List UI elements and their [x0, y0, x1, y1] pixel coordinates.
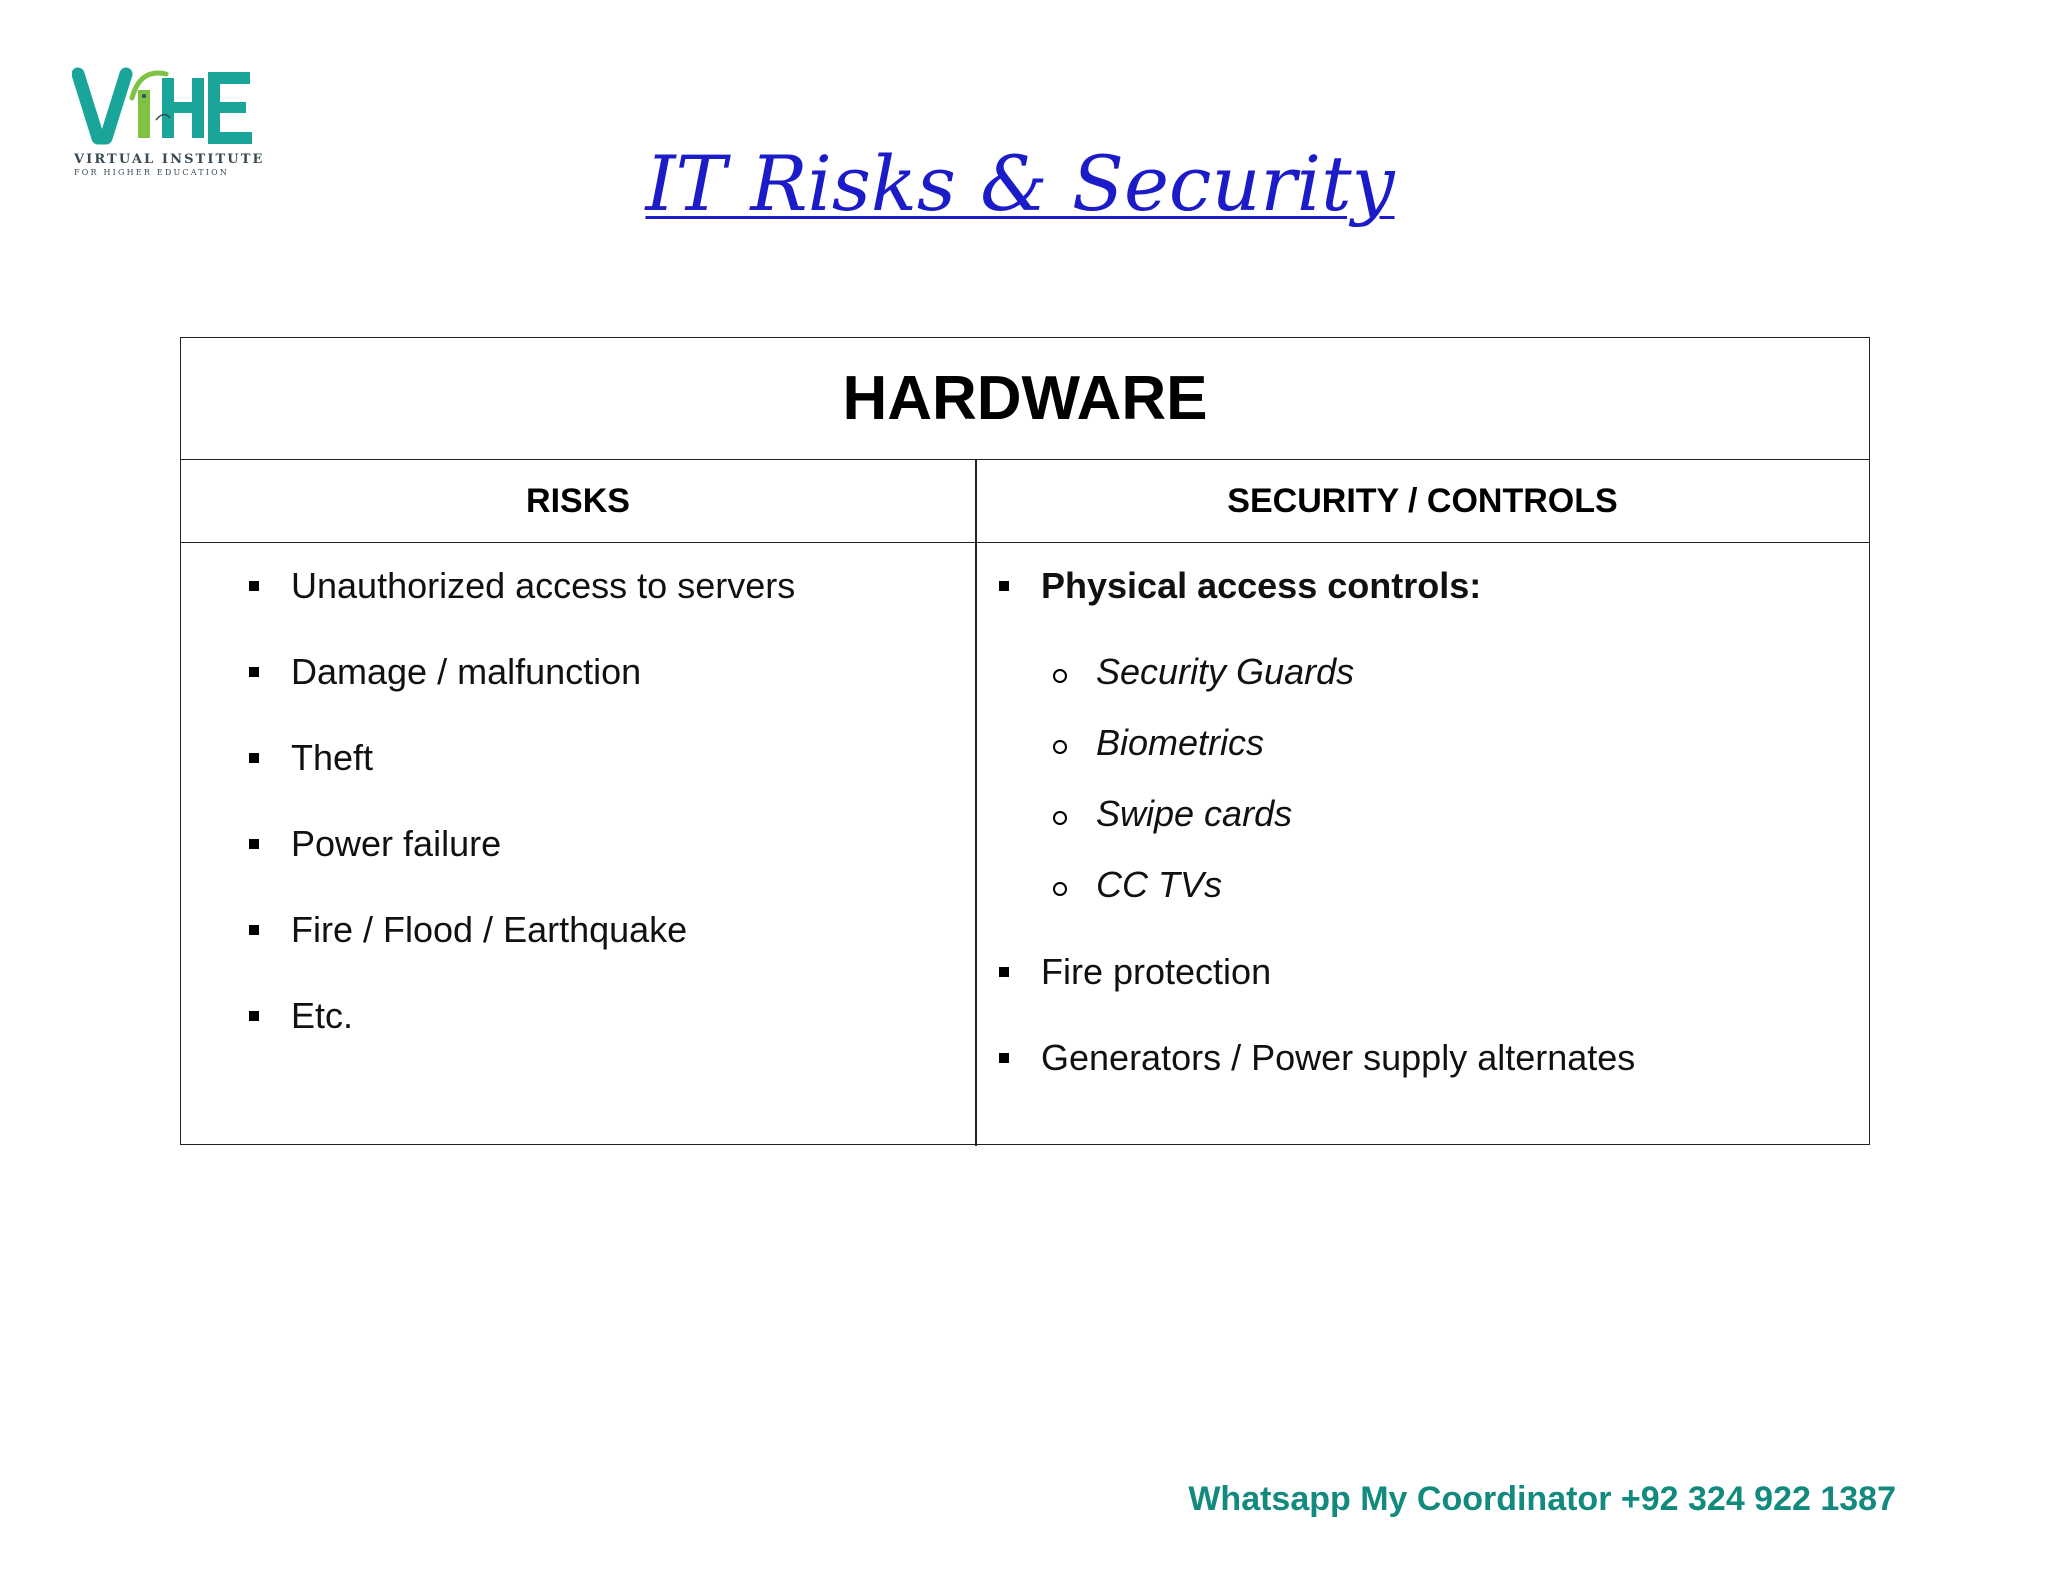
circle-bullet-icon — [1053, 740, 1067, 754]
circle-bullet-icon — [1053, 811, 1067, 825]
square-bullet-icon — [999, 581, 1009, 591]
risk-item — [291, 566, 795, 606]
hardware-table — [180, 337, 1870, 1145]
square-bullet-icon — [249, 581, 259, 591]
square-bullet-icon — [249, 667, 259, 677]
square-bullet-icon — [249, 839, 259, 849]
control-subitem-text: Security Guards — [1096, 651, 1355, 692]
page-title-text: IT Risks & Security — [645, 139, 1395, 228]
logo-tagline-line2: FOR HIGHER EDUCATION — [74, 168, 230, 177]
table-heading: HARDWARE — [181, 338, 1869, 460]
risk-item-text: Power failure — [291, 823, 502, 864]
square-bullet-icon — [249, 1011, 259, 1021]
control-item — [1041, 1038, 1635, 1078]
square-bullet-icon — [999, 1053, 1009, 1063]
square-bullet-icon — [249, 753, 259, 763]
risk-item — [291, 824, 501, 864]
control-subitem-text: CC TVs — [1096, 864, 1222, 905]
circle-bullet-icon — [1053, 882, 1067, 896]
control-item-text: Physical access controls: — [1041, 565, 1482, 606]
risk-item-text: Fire / Flood / Earthquake — [291, 909, 688, 950]
column-header-controls: SECURITY / CONTROLS — [976, 460, 1869, 543]
square-bullet-icon — [999, 967, 1009, 977]
risk-item-text: Theft — [291, 737, 374, 778]
risk-item — [291, 738, 373, 778]
control-item-text: Generators / Power supply alternates — [1041, 1037, 1636, 1078]
page-title — [0, 139, 2040, 228]
risk-item-text: Unauthorized access to servers — [291, 565, 796, 606]
logo-tagline-line1: VIRTUAL INSTITUTE — [74, 152, 265, 167]
risk-item — [291, 996, 353, 1036]
square-bullet-icon — [249, 925, 259, 935]
column-divider — [975, 460, 977, 1146]
control-item-text: Fire protection — [1041, 951, 1272, 992]
column-header-risks: RISKS — [181, 460, 975, 543]
control-subitem — [1096, 794, 1292, 834]
risk-item — [291, 910, 687, 950]
control-item-physical — [1041, 566, 1481, 606]
whatsapp-coordinator-footer: Whatsapp My Coordinator +92 324 922 1387 — [1188, 1480, 1896, 1518]
control-subitem — [1096, 723, 1264, 763]
risk-item-text: Damage / malfunction — [291, 651, 642, 692]
control-subitem — [1096, 865, 1222, 905]
control-item — [1041, 952, 1271, 992]
risk-item-text: Etc. — [291, 995, 354, 1036]
vihe-logo-mark — [72, 60, 262, 150]
control-subitem-text: Swipe cards — [1096, 793, 1293, 834]
risk-item — [291, 652, 641, 692]
control-subitem — [1096, 652, 1354, 692]
control-subitem-text: Biometrics — [1096, 722, 1265, 763]
circle-bullet-icon — [1053, 669, 1067, 683]
